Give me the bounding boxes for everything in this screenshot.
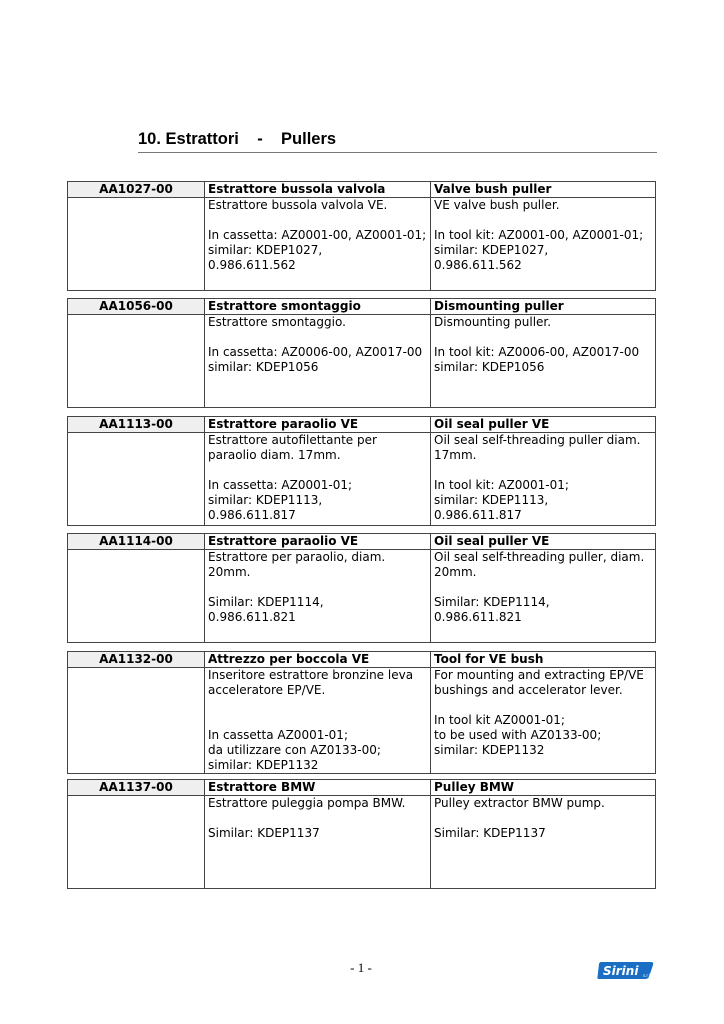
- product-desc-en: Oil seal self-threading puller, diam. 20mm. Similar: KDEP1114, 0.986.611.821: [431, 550, 656, 643]
- product-photo-cell: [68, 550, 205, 643]
- product-name-en: Oil seal puller VE: [431, 417, 656, 433]
- product-photo-cell: [68, 433, 205, 526]
- product-table-aa1132: [67, 651, 656, 774]
- product-table-aa1114: [67, 533, 656, 643]
- product-photo-cell: [68, 198, 205, 291]
- product-name-it: Estrattore smontaggio: [205, 299, 431, 315]
- product-name-en: Dismounting puller: [431, 299, 656, 315]
- product-desc-it: Estrattore per paraolio, diam. 20mm. Similar: KDEP1114, 0.986.611.821: [205, 550, 431, 643]
- product-name-en: Valve bush puller: [431, 182, 656, 198]
- brand-logo-suffix: s.r.l.: [643, 973, 652, 978]
- product-desc-it: Inseritore estrattore bronzine leva acceleratore EP/VE. In cassetta AZ0001-01; da utilizzare con AZ0133-00; similar: KDEP1132: [205, 668, 431, 774]
- product-desc-it: Estrattore smontaggio. In cassetta: AZ0006-00, AZ0017-00 similar: KDEP1056: [205, 315, 431, 408]
- product-code: AA1113-00: [68, 417, 205, 433]
- product-desc-en: Oil seal self-threading puller diam. 17mm. In tool kit: AZ0001-01; similar: KDEP1113, 0.986.611.817: [431, 433, 656, 526]
- product-code: AA1056-00: [68, 299, 205, 315]
- product-code: AA1027-00: [68, 182, 205, 198]
- product-desc-en: VE valve bush puller. In tool kit: AZ0001-00, AZ0001-01; similar: KDEP1027, 0.986.611.562: [431, 198, 656, 291]
- product-code: AA1132-00: [68, 652, 205, 668]
- product-table-aa1113: [67, 416, 656, 526]
- product-desc-en: Dismounting puller. In tool kit: AZ0006-00, AZ0017-00 similar: KDEP1056: [431, 315, 656, 408]
- product-desc-en: Pulley extractor BMW pump. Similar: KDEP1137: [431, 796, 656, 889]
- product-name-it: Estrattore BMW: [205, 780, 431, 796]
- product-name-en: Oil seal puller VE: [431, 534, 656, 550]
- product-desc-it: Estrattore autofilettante per paraolio diam. 17mm. In cassetta: AZ0001-01; similar: KDEP1113, 0.986.611.817: [205, 433, 431, 526]
- product-table-aa1056: [67, 298, 656, 408]
- page-number: - 1 -: [350, 960, 372, 975]
- product-table-aa1137: [67, 779, 656, 889]
- brand-logo-text: Sirini: [603, 964, 639, 978]
- product-desc-en: For mounting and extracting EP/VE bushings and accelerator lever. In tool kit AZ0001-01; to be used with AZ0133-00; similar: KDEP1132: [431, 668, 656, 774]
- product-photo-cell: [68, 315, 205, 408]
- product-photo-cell: [68, 668, 205, 774]
- product-code: AA1114-00: [68, 534, 205, 550]
- product-table-aa1027: [67, 181, 656, 291]
- product-photo-cell: [68, 796, 205, 889]
- product-code: AA1137-00: [68, 780, 205, 796]
- product-desc-it: Estrattore puleggia pompa BMW. Similar: KDEP1137: [205, 796, 431, 889]
- page-title: 10. Estrattori - Pullers: [138, 130, 657, 153]
- product-name-it: Estrattore bussola valvola: [205, 182, 431, 198]
- product-name-en: Pulley BMW: [431, 780, 656, 796]
- sirini-logo-icon: [597, 960, 655, 980]
- product-name-en: Tool for VE bush: [431, 652, 656, 668]
- product-name-it: Estrattore paraolio VE: [205, 534, 431, 550]
- product-name-it: Attrezzo per boccola VE: [205, 652, 431, 668]
- product-name-it: Estrattore paraolio VE: [205, 417, 431, 433]
- product-desc-it: Estrattore bussola valvola VE. In cassetta: AZ0001-00, AZ0001-01; similar: KDEP1027, 0.986.611.562: [205, 198, 431, 291]
